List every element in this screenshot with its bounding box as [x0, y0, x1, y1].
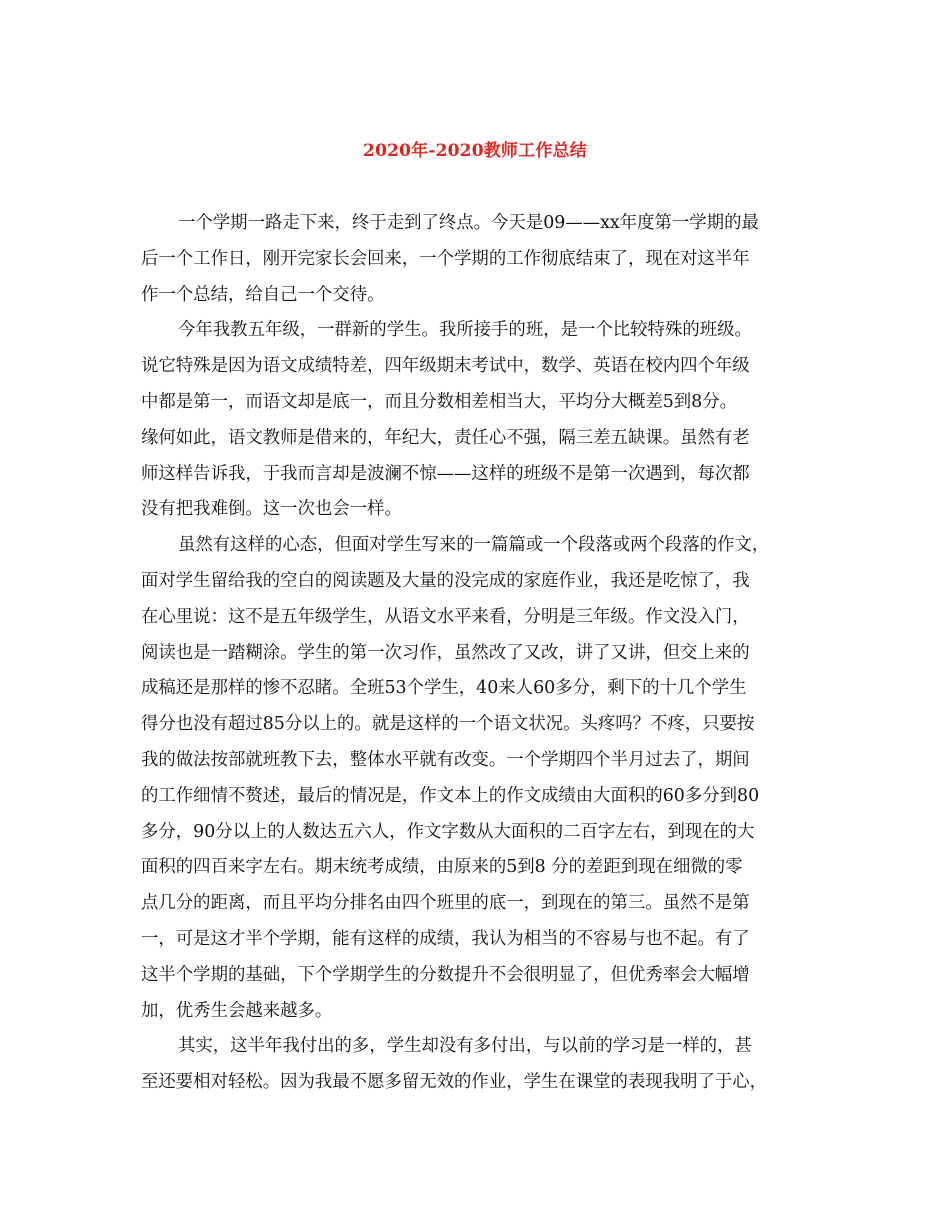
paragraph-line: 说它特殊是因为语文成绩特差，四年级期末考试中，数学、英语在校内四个年级	[141, 356, 750, 377]
paragraph-line: 今年我教五年级，一群新的学生。我所接手的班，是一个比较特殊的班级。	[178, 320, 752, 341]
paragraph-line: 这半个学期的基础，下个学期学生的分数提升不会很明显了，但优秀率会大幅增	[141, 964, 750, 985]
paragraph-line: 一，可是这才半个学期，能有这样的成绩，我认为相当的不容易与也不起。有了	[141, 928, 750, 949]
paragraph-line: 点几分的距离，而且平均分排名由四个班里的底一，到现在的第三。虽然不是第	[141, 893, 750, 914]
paragraph-line: 面积的四百来字左右。期末统考成绩，由原来的5到8 分的差距到现在细微的零	[141, 857, 743, 878]
paragraph-line: 虽然有这样的心态，但面对学生写来的一篇篇或一个段落或两个段落的作文，	[178, 535, 770, 556]
paragraph-line: 面对学生留给我的空白的阅读题及大量的没完成的家庭作业，我还是吃惊了，我	[141, 570, 750, 591]
paragraph-line: 师这样告诉我，于我而言却是波澜不惊——这样的班级不是第一次遇到，每次都	[141, 463, 750, 484]
paragraph-line: 加，优秀生会越来越多。	[141, 1000, 333, 1021]
paragraph-line: 我的做法按部就班教下去，整体水平就有改变。一个学期四个半月过去了，期间	[141, 749, 750, 770]
document-title: 2020年-2020教师工作总结	[363, 141, 587, 161]
paragraph-line: 多分，90分以上的人数达五六人，作文字数从大面积的二百字左右，到现在的大	[141, 821, 755, 842]
paragraph-line: 至还要相对轻松。因为我最不愿多留无效的作业，学生在课堂的表现我明了于心，	[141, 1072, 768, 1093]
paragraph-line: 没有把我难倒。这一次也会一样。	[141, 499, 402, 520]
paragraph-line: 的工作细情不赘述，最后的情况是，作文本上的作文成绩由大面积的60多分到80	[141, 785, 760, 806]
paragraph-line: 阅读也是一踏糊涂。学生的第一次习作，虽然改了又改，讲了又讲，但交上来的	[141, 642, 750, 663]
paragraph-line: 后一个工作日，刚开完家长会回来，一个学期的工作彻底结束了，现在对这半年	[141, 248, 750, 269]
paragraph-line: 其实，这半年我付出的多，学生却没有多付出，与以前的学习是一样的，甚	[178, 1036, 752, 1057]
paragraph-line: 得分也没有超过85分以上的。就是这样的一个语文状况。头疼吗？不疼，只要按	[141, 714, 755, 735]
paragraph-line: 在心里说：这不是五年级学生，从语文水平来看，分明是三年级。作文没入门，	[141, 606, 750, 627]
document-body	[141, 206, 821, 1101]
paragraph-line: 缘何如此，语文教师是借来的，年纪大，责任心不强，隔三差五缺课。虽然有老	[141, 427, 750, 448]
paragraph-line: 一个学期一路走下来，终于走到了终点。今天是09——xx年度第一学期的最	[178, 213, 759, 233]
paragraph-line: 成稿还是那样的惨不忍睹。全班53个学生，40来人60多分，剩下的十几个学生	[141, 678, 747, 699]
paragraph-line: 中都是第一，而语文却是底一，而且分数相差相当大，平均分大概差5到8分。	[141, 391, 738, 412]
paragraph-line: 作一个总结，给自己一个交待。	[141, 284, 385, 305]
